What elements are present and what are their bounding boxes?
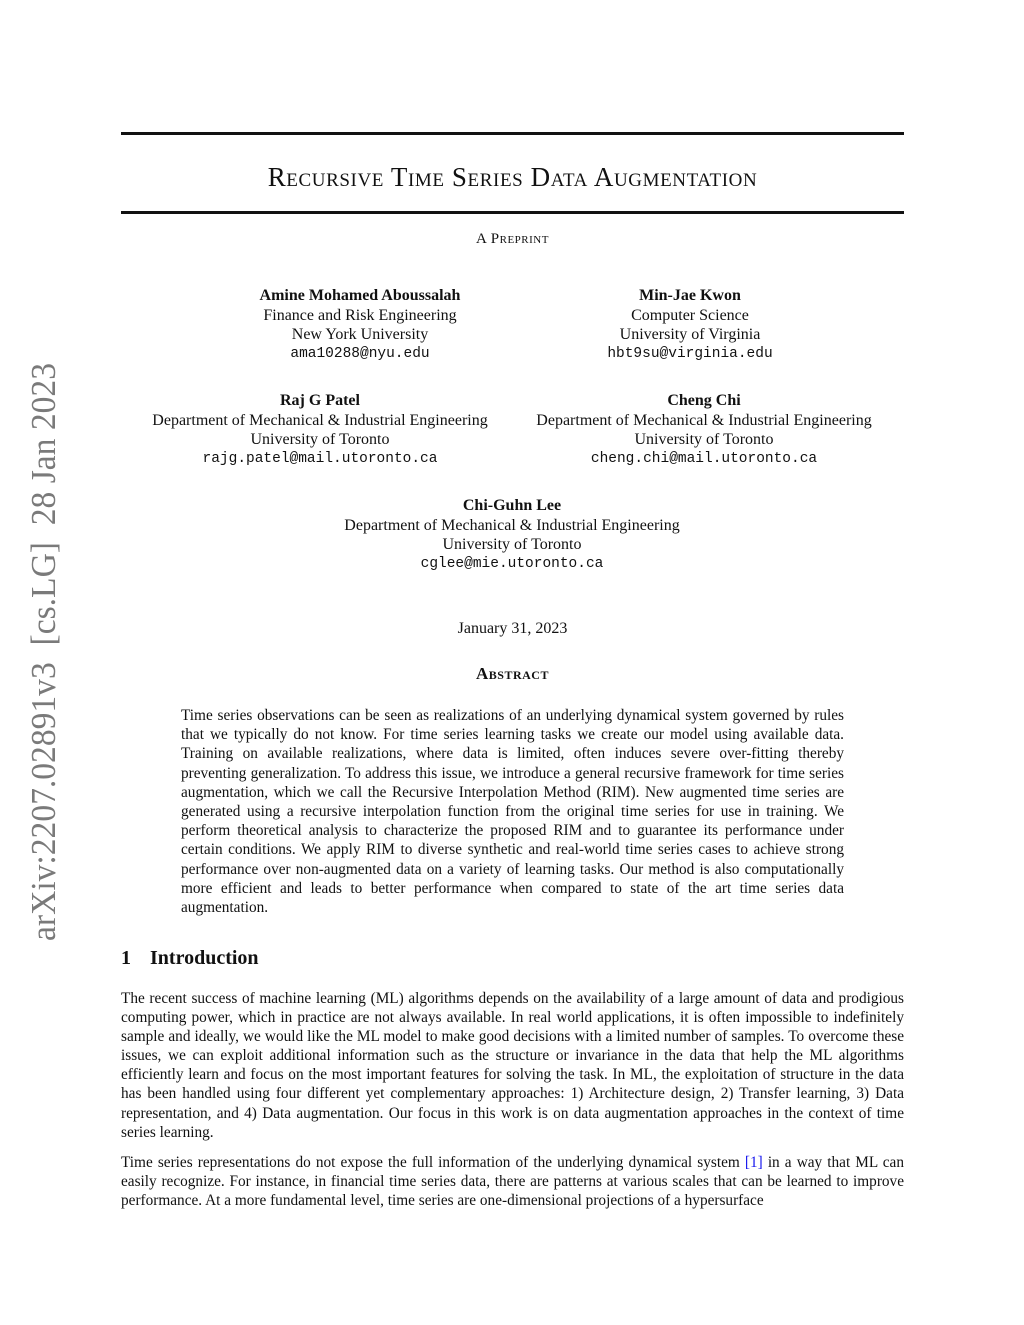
author-affiliation: Department of Mechanical & Industrial Engineering — [344, 516, 680, 534]
author-name: Chi-Guhn Lee — [462, 497, 562, 514]
section-heading — [121, 947, 259, 970]
author-name: Raj G Patel — [280, 392, 360, 409]
author-block — [490, 286, 890, 364]
paragraph-text: Time series representations do not expose the full information of the underlying dynamical system — [121, 1154, 745, 1171]
author-affiliation: Department of Mechanical & Industrial Engineering — [536, 411, 872, 429]
paper-title: Recursive Time Series Data Augmentation — [267, 162, 758, 192]
citation-link[interactable]: [1] — [744, 1154, 763, 1171]
arxiv-identifier: arXiv:2207.02891v3 [cs.LG] 28 Jan 2023 — [24, 338, 63, 941]
title-top-rule — [121, 132, 904, 135]
author-affiliation: Department of Mechanical & Industrial Engineering — [152, 411, 488, 429]
author-name: Cheng Chi — [667, 392, 741, 409]
author-institution: New York University — [291, 326, 429, 343]
author-block — [120, 391, 520, 469]
author-email[interactable]: cglee@mie.utoronto.ca — [420, 555, 604, 572]
author-institution: University of Toronto — [442, 536, 582, 553]
abstract-text: Time series observations can be seen as realizations of an underlying dynamical system governed by rules that we typically do not know. For time series learning tasks we create our model using available data. Training on available realizations, where data is limited, often induces severe over-fitting thereby preventing generalization. To address this issue, we introduce a general recursive framework for time series augmentation, which we call the Recursive Interpolation Method (RIM). New augmented time series are generated using a recursive interpolation function from the original time series for use in training. We perform theoretical analysis to characterize the proposed RIM and to guarantee its performance under certain conditions. We apply RIM to diverse synthetic and real-world time series cases to achieve strong performance over non-augmented data on a variety of learning tasks. Our method is also computationally more efficient and leads to better performance when compared to state of the art time series data augmentation. — [181, 707, 844, 917]
author-name: Amine Mohamed Aboussalah — [259, 287, 461, 304]
intro-paragraph — [121, 1153, 904, 1210]
intro-paragraph: The recent success of machine learning (ML) algorithms depends on the availability of a large amount of data and prodigious computing power, which in practice are not always available. In real world applications, it is often impossible to indefinitely sample and ideally, we would like the ML model to make good decisions with a limited number of samples. To overcome these issues, we can exploit additional information such as the structure or invariance in the data that help the ML algorithms efficiently learn and focus on the most important features for solving the task. In ML, the exploitation of structure in the data has been handled using four different yet complementary approaches: 1) Architecture design, 2) Transfer learning, 3) Data representation, and 4) Data augmentation. Our focus in this work is on data augmentation approaches in the context of time series learning. — [121, 990, 904, 1141]
section-title: Introduction — [150, 947, 259, 969]
author-email[interactable]: ama10288@nyu.edu — [290, 345, 430, 362]
paragraph-text: in a way that ML can easily recognize. For instance, in financial time series data, there are patterns at various scales that can be learned to improve performance. At a more fundamental level, time series are one-dimensional projections of a hypersurface — [121, 1154, 904, 1210]
author-block — [312, 496, 712, 574]
section-number: 1 — [121, 947, 131, 969]
author-email[interactable]: cheng.chi@mail.utoronto.ca — [590, 450, 818, 467]
author-affiliation: Finance and Risk Engineering — [263, 306, 457, 324]
abstract-heading: Abstract — [476, 664, 549, 683]
author-block — [504, 391, 904, 469]
preprint-label: A Preprint — [476, 231, 549, 247]
author-institution: University of Virginia — [619, 326, 761, 343]
title-bottom-rule — [121, 211, 904, 214]
author-affiliation: Computer Science — [631, 306, 749, 324]
author-email[interactable]: hbt9su@virginia.edu — [607, 345, 773, 362]
author-name: Min-Jae Kwon — [639, 287, 741, 304]
author-institution: University of Toronto — [250, 431, 390, 448]
author-institution: University of Toronto — [634, 431, 774, 448]
author-email[interactable]: rajg.patel@mail.utoronto.ca — [202, 450, 438, 467]
paper-date: January 31, 2023 — [457, 620, 568, 637]
